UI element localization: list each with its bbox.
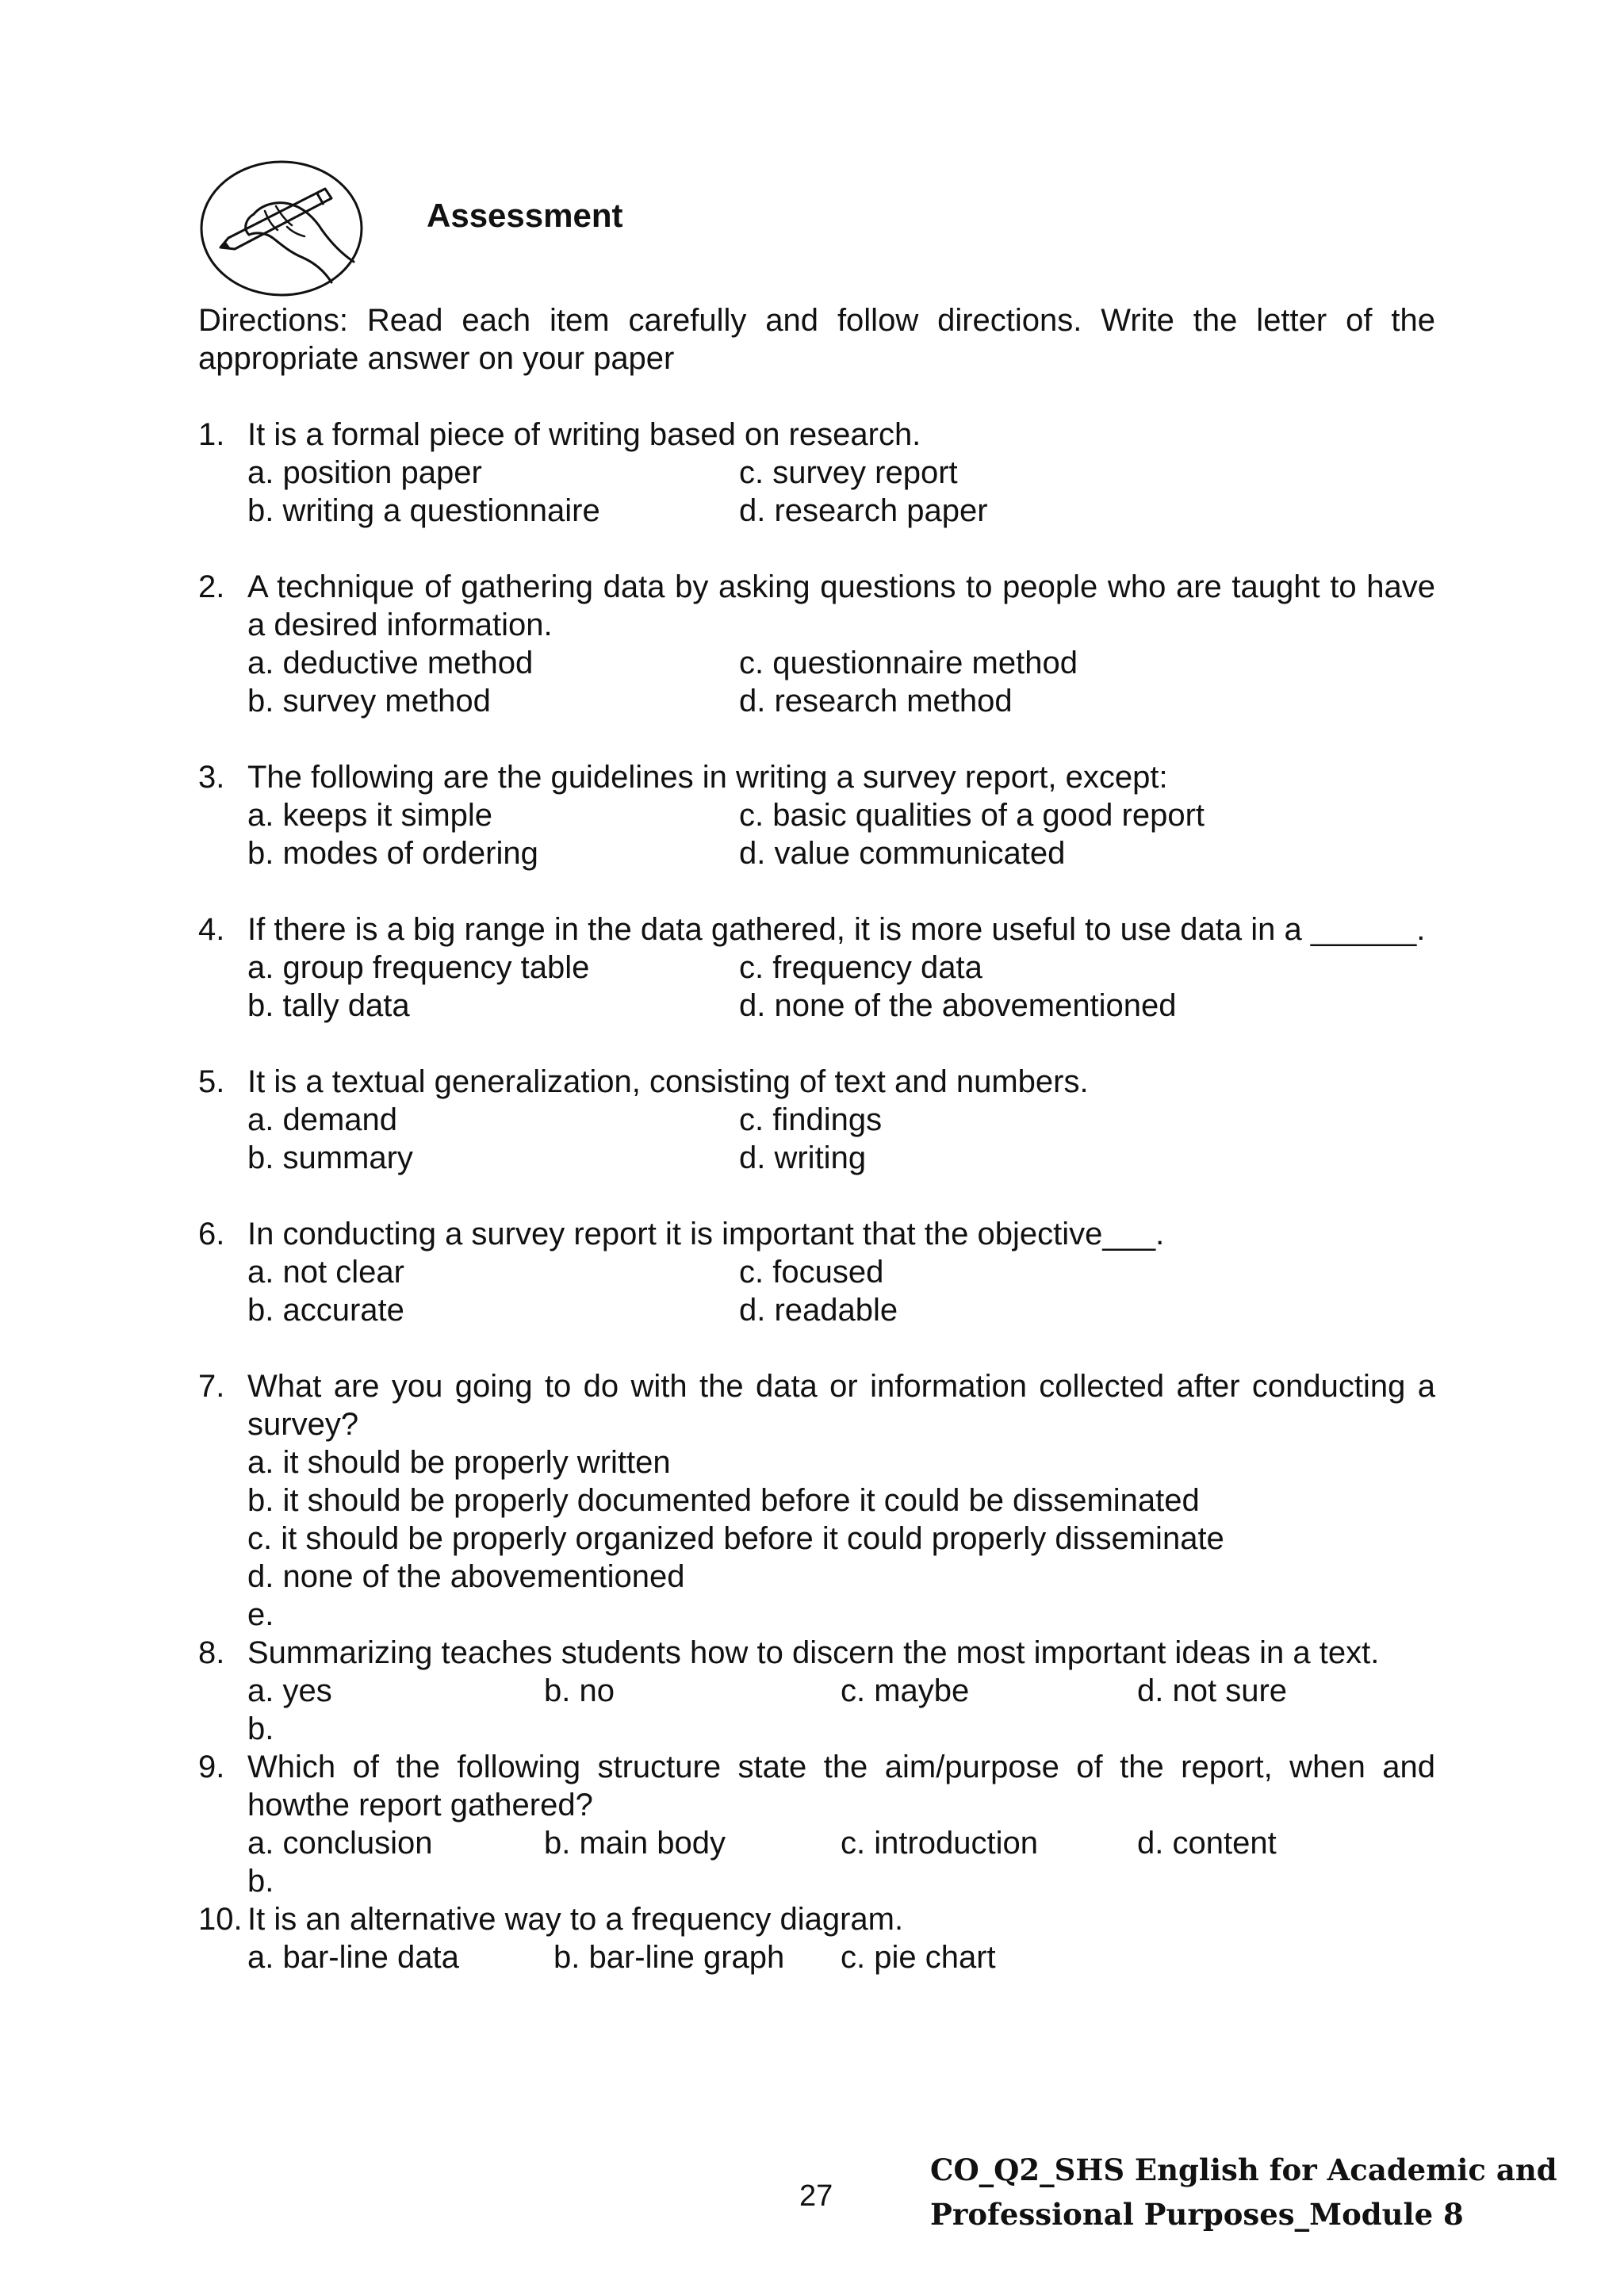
question-8-extra: b.	[247, 1711, 274, 1746]
question-text: It is a textual generalization, consisting of text and numbers.	[247, 1064, 1089, 1099]
option-d: d. research paper	[739, 493, 988, 528]
option-a: a. group frequency table	[247, 950, 590, 985]
question-number: 2.	[198, 569, 225, 604]
option-d: d. none of the abovementioned	[247, 1559, 685, 1594]
question-text: The following are the guidelines in writing a survey report, except:	[247, 760, 1168, 795]
option-b: b. tally data	[247, 988, 410, 1023]
question-text: What are you going to do with the data or information collected after conducting a survey?	[247, 1369, 1435, 1442]
question-number: 9.	[198, 1750, 225, 1784]
option-c: c. introduction	[841, 1826, 1039, 1861]
option-c: c. questionnaire method	[739, 646, 1078, 680]
option-d: d. content	[1137, 1826, 1277, 1861]
question-10-options	[198, 1938, 1435, 1976]
option-d: d. none of the abovementioned	[739, 988, 1177, 1023]
option-b: b. no	[544, 1673, 615, 1708]
question-2-options	[198, 644, 1435, 720]
question-8-options	[198, 1672, 1435, 1710]
option-b: b. main body	[544, 1826, 726, 1861]
option-b: b. accurate	[247, 1293, 404, 1328]
question-9-extra: b.	[247, 1864, 274, 1899]
question-text: Which of the following structure state the aim/purpose of the report, when and howthe report gathered?	[247, 1750, 1435, 1823]
question-5	[198, 1063, 1435, 1101]
question-3-options	[198, 796, 1435, 872]
option-a: a. demand	[247, 1102, 398, 1137]
question-10	[198, 1900, 1435, 1938]
question-text: Summarizing teaches students how to discern the most important ideas in a text.	[247, 1635, 1380, 1670]
question-9-options	[198, 1824, 1435, 1862]
option-a: a. position paper	[247, 455, 482, 490]
question-7-options	[198, 1443, 1435, 1634]
question-number: 1.	[198, 417, 225, 452]
option-c: c. findings	[739, 1102, 883, 1137]
question-1-options	[198, 454, 1435, 530]
question-text: A technique of gathering data by asking questions to people who are taught to have a desired information.	[247, 569, 1435, 642]
question-3	[198, 758, 1435, 796]
question-6-options	[198, 1253, 1435, 1329]
option-b: b. bar-line graph	[553, 1940, 785, 1975]
question-6	[198, 1215, 1435, 1253]
option-d: d. writing	[739, 1140, 867, 1175]
module-footer	[930, 2148, 1557, 2237]
question-number: 10.	[198, 1902, 243, 1937]
option-a: a. it should be properly written	[247, 1445, 671, 1480]
question-4-options	[198, 949, 1435, 1025]
page-number: 27	[799, 2179, 833, 2213]
footer-line-2: Professional Purposes_Module 8	[930, 2197, 1464, 2232]
question-number: 8.	[198, 1635, 225, 1670]
footer-line-1: CO_Q2_SHS English for Academic and	[930, 2152, 1557, 2187]
question-4	[198, 910, 1435, 949]
directions-text: Directions: Read each item carefully and follow directions. Write the letter of the appropriate answer on your paper	[198, 303, 1435, 376]
question-number: 3.	[198, 760, 225, 795]
option-d: d. research method	[739, 684, 1013, 719]
option-b: b. survey method	[247, 684, 491, 719]
option-c: c. pie chart	[841, 1940, 996, 1975]
option-a: a. bar-line data	[247, 1940, 459, 1975]
option-c: c. focused	[739, 1255, 884, 1290]
option-b: b. modes of ordering	[247, 836, 538, 871]
question-number: 7.	[198, 1369, 225, 1404]
assessment-content	[198, 301, 1435, 1976]
question-number: 6.	[198, 1217, 225, 1251]
question-2	[198, 568, 1435, 644]
question-text: In conducting a survey report it is important that the objective___.	[247, 1217, 1165, 1251]
option-a: a. keeps it simple	[247, 798, 493, 833]
question-text: It is an alternative way to a frequency diagram.	[247, 1902, 904, 1937]
option-d: d. not sure	[1137, 1673, 1288, 1708]
question-text: It is a formal piece of writing based on research.	[247, 417, 921, 452]
question-text: If there is a big range in the data gathered, it is more useful to use data in a ______.	[247, 912, 1426, 947]
option-c: c. survey report	[739, 455, 958, 490]
page-title: Assessment	[427, 197, 623, 234]
option-a: a. yes	[247, 1673, 332, 1708]
option-a: a. deductive method	[247, 646, 534, 680]
option-d: d. value communicated	[739, 836, 1066, 871]
option-c: c. maybe	[841, 1673, 970, 1708]
question-1	[198, 416, 1435, 454]
option-c: c. basic qualities of a good report	[739, 798, 1205, 833]
option-b: b. it should be properly documented before it could be disseminated	[247, 1483, 1200, 1518]
option-c: c. it should be properly organized before it could properly disseminate	[247, 1521, 1224, 1556]
option-c: c. frequency data	[739, 950, 982, 985]
hand-writing-pencil-icon	[198, 159, 365, 298]
question-7	[198, 1367, 1435, 1443]
option-d: d. readable	[739, 1293, 898, 1328]
option-b: b. summary	[247, 1140, 413, 1175]
option-b: b. writing a questionnaire	[247, 493, 600, 528]
question-8	[198, 1634, 1435, 1672]
option-e: e.	[247, 1597, 274, 1632]
option-a: a. not clear	[247, 1255, 404, 1290]
question-number: 5.	[198, 1064, 225, 1099]
question-number: 4.	[198, 912, 225, 947]
question-5-options	[198, 1101, 1435, 1177]
option-a: a. conclusion	[247, 1826, 433, 1861]
question-9	[198, 1748, 1435, 1824]
